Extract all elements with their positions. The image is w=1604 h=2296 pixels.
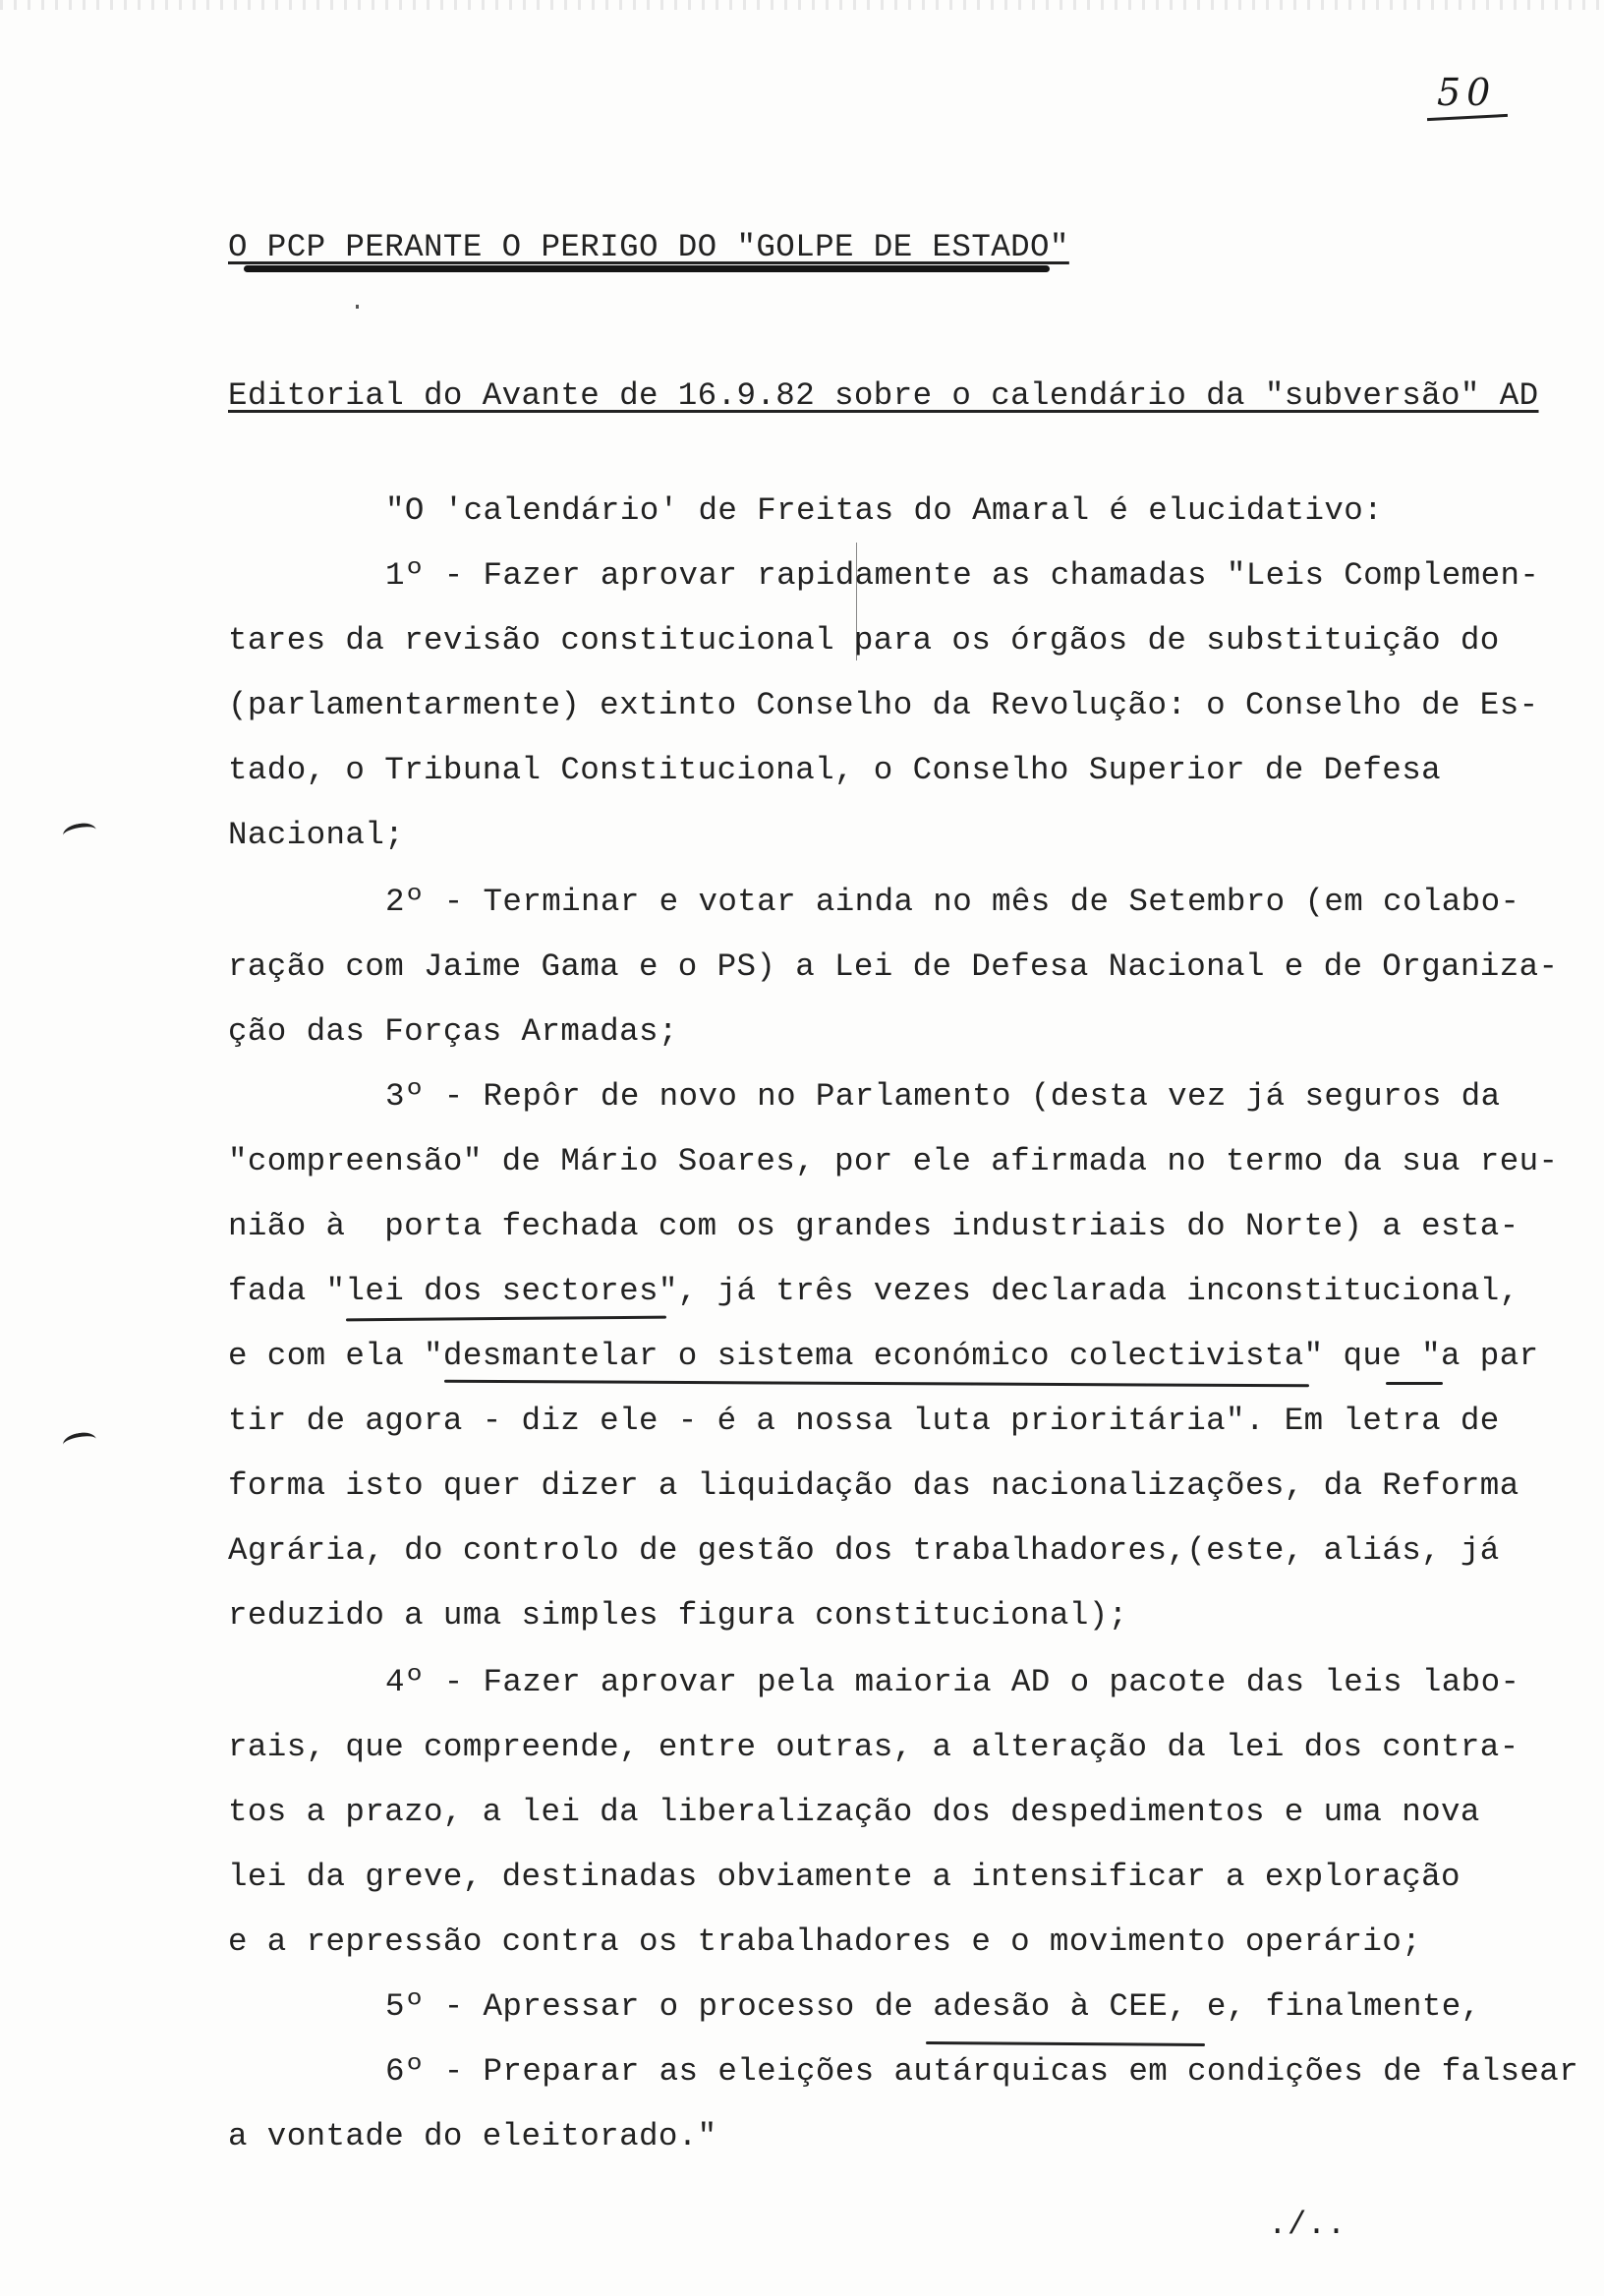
scan-edge-artifact <box>0 0 1604 10</box>
handwritten-underline <box>444 1380 1309 1388</box>
body-line: fada "lei dos sectores", já três vezes declarada inconstitucional, <box>228 1273 1519 1309</box>
margin-bracket-mark <box>62 1430 98 1454</box>
body-line: 1º - Fazer aprovar rapidamente as chamadas "Leis Complemen- <box>385 557 1540 594</box>
body-line: e a repressão contra os trabalhadores e o movimento operário; <box>228 1923 1422 1960</box>
body-line: 2º - Terminar e votar ainda no mês de Setembro (em colabo- <box>385 884 1520 920</box>
page-number-underline <box>1427 114 1508 121</box>
document-title: O PCP PERANTE O PERIGO DO "GOLPE DE ESTADO" <box>228 229 1069 265</box>
margin-bracket-mark <box>62 821 98 844</box>
page-number: 50 <box>1437 71 1497 114</box>
body-line: 5º - Apressar o processo de adesão à CEE, e, finalmente, <box>385 1988 1481 2025</box>
body-line: rais, que compreende, entre outras, a alteração da lei dos contra- <box>228 1729 1519 1765</box>
body-line: Agrária, do controlo de gestão dos trabalhadores,(este, aliás, já <box>228 1532 1500 1569</box>
body-line: tares da revisão constitucional para os órgãos de substituição do <box>228 622 1500 659</box>
body-line: 6º - Preparar as eleições autárquicas em condições de falsear <box>385 2053 1579 2090</box>
body-line: Nacional; <box>228 817 405 853</box>
body-line: reduzido a uma simples figura constitucional); <box>228 1597 1128 1634</box>
body-line: forma isto quer dizer a liquidação das nacionalizações, da Reforma <box>228 1467 1519 1504</box>
title-handwritten-underline <box>244 265 1050 272</box>
handwritten-underline <box>926 2041 1205 2046</box>
body-line: nião à porta fechada com os grandes industriais do Norte) a esta- <box>228 1208 1519 1244</box>
document-subtitle: Editorial do Avante de 16.9.82 sobre o calendário da "subversão" AD <box>228 377 1539 414</box>
body-line: tir de agora - diz ele - é a nossa luta prioritária". Em letra de <box>228 1403 1500 1439</box>
body-line: "compreensão" de Mário Soares, por ele afirmada no termo da sua reu- <box>228 1143 1559 1179</box>
body-line: tos a prazo, a lei da liberalização dos despedimentos e uma nova <box>228 1794 1480 1830</box>
scan-speck <box>356 305 359 309</box>
body-line: ção das Forças Armadas; <box>228 1013 678 1050</box>
body-line: (parlamentarmente) extinto Conselho da Revolução: o Conselho de Es- <box>228 687 1539 723</box>
body-line: tado, o Tribunal Constitucional, o Conselho Superior de Defesa <box>228 752 1441 788</box>
body-line: a vontade do eleitorado." <box>228 2118 717 2154</box>
continuation-mark: ./.. <box>1268 2207 1346 2243</box>
body-line: "O 'calendário' de Freitas do Amaral é elucidativo: <box>385 492 1384 529</box>
body-line: 3º - Repôr de novo no Parlamento (desta vez já seguros da <box>385 1078 1501 1115</box>
body-line: ração com Jaime Gama e o PS) a Lei de Defesa Nacional e de Organiza- <box>228 948 1559 985</box>
body-line: e com ela "desmantelar o sistema económico colectivista" que "a par <box>228 1338 1539 1374</box>
body-line: lei da greve, destinadas obviamente a intensificar a exploração <box>228 1859 1461 1895</box>
body-line: 4º - Fazer aprovar pela maioria AD o pacote das leis labo- <box>385 1664 1520 1700</box>
handwritten-underline <box>346 1316 666 1322</box>
handwritten-underline <box>1386 1382 1443 1385</box>
